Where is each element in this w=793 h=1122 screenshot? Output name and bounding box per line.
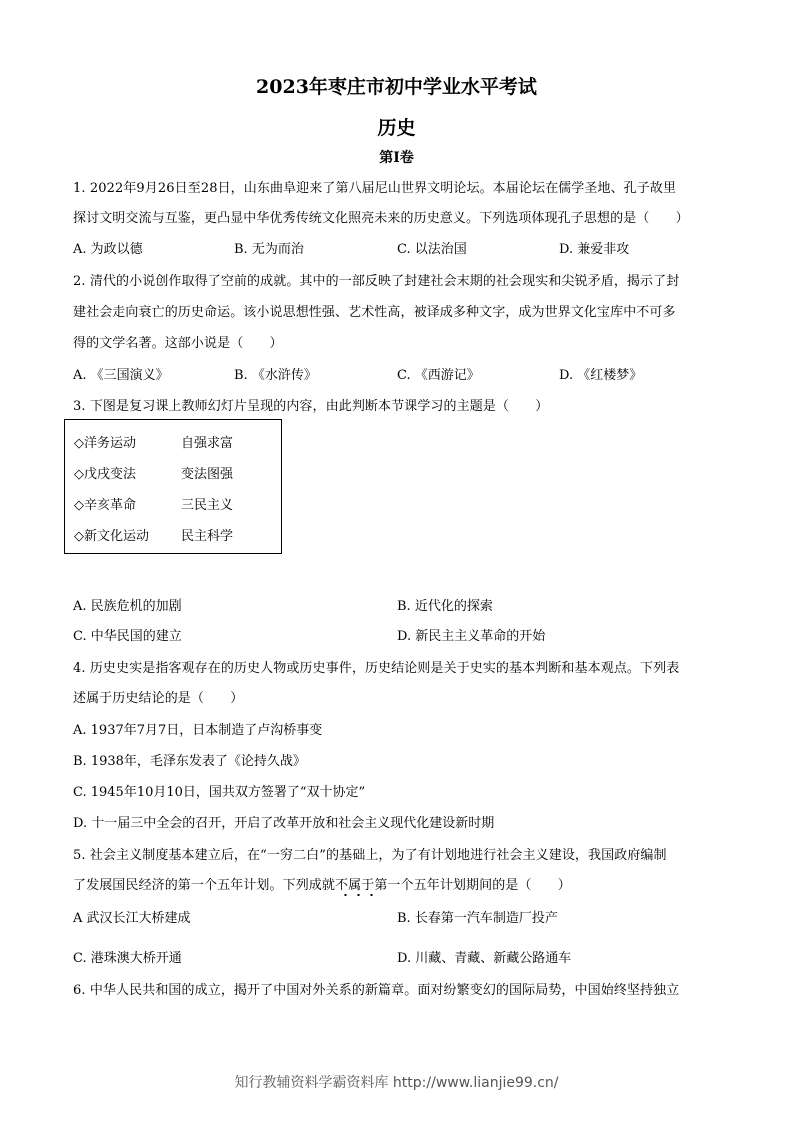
slide-slogan: 三民主义 bbox=[181, 498, 234, 513]
q3-option-b: B. 近代化的探索 bbox=[397, 599, 493, 614]
q5-line-2-post: 第一个五年计划期间的是（ ） bbox=[374, 878, 571, 893]
q1-option-a: A. 为政以德 bbox=[73, 242, 143, 257]
q1-option-d: D. 兼爱非攻 bbox=[559, 242, 630, 257]
q2-line-3: 得的文学名著。这部小说是（ ） bbox=[73, 336, 283, 351]
slide-row bbox=[74, 463, 233, 482]
q5-option-b: B. 长春第一汽车制造厂投产 bbox=[397, 911, 558, 926]
q3-option-a: A. 民族危机的加剧 bbox=[73, 599, 182, 614]
slide-event: ◇洋务运动 bbox=[74, 436, 136, 451]
exam-subject: 历史 bbox=[377, 117, 416, 139]
q5-emphasis-text: 不属于 bbox=[335, 878, 375, 893]
slide-row bbox=[74, 494, 233, 513]
q4-option-b: B. 1938年，毛泽东发表了《论持久战》 bbox=[73, 754, 306, 769]
slide-slogan: 民主科学 bbox=[181, 529, 234, 544]
q5-line-1: 5. 社会主义制度基本建立后，在“一穷二白”的基础上，为了有计划地进行社会主义建设，我国政府编制 bbox=[73, 848, 667, 863]
q1-line-1: 1. 2022年9月26日至28日，山东曲阜迎来了第八届尼山世界文明论坛。本届论坛在儒学圣地、孔子故里 bbox=[73, 181, 677, 196]
q4-option-c: C. 1945年10月10日，国共双方签署了“双十协定” bbox=[73, 785, 366, 800]
q3-option-d: D. 新民主主义革命的开始 bbox=[397, 629, 546, 644]
q2-line-1: 2. 清代的小说创作取得了空前的成就。其中的一部反映了封建社会末期的社会现实和尖锐矛盾，揭示了封 bbox=[73, 274, 680, 289]
slide-event: ◇戊戌变法 bbox=[74, 467, 136, 482]
q6-line-1: 6. 中华人民共和国的成立，揭开了中国对外关系的新篇章。面对纷繁变幻的国际局势，中国始终坚持独立 bbox=[73, 983, 680, 998]
q1-option-b: B. 无为而治 bbox=[234, 242, 304, 257]
q2-option-d: D. 《红楼梦》 bbox=[559, 368, 643, 383]
q4-line-1: 4. 历史史实是指客观存在的历史人物或历史事件，历史结论则是关于史实的基本判断和基本观点。下列表 bbox=[73, 661, 680, 676]
slide-slogan: 自强求富 bbox=[181, 436, 234, 451]
q5-option-c: C. 港珠澳大桥开通 bbox=[73, 951, 182, 966]
slide-row bbox=[74, 432, 233, 451]
emphasis-dots bbox=[335, 893, 374, 897]
q2-option-c: C. 《西游记》 bbox=[397, 368, 480, 383]
slide-row bbox=[74, 525, 233, 544]
q3-option-c: C. 中华民国的建立 bbox=[73, 629, 182, 644]
q1-line-2: 探讨文明交流与互鉴，更凸显中华优秀传统文化照亮未来的历史意义。下列选项体现孔子思想的是（ ） bbox=[73, 211, 689, 226]
q4-line-2: 述属于历史结论的是（ ） bbox=[73, 691, 244, 706]
q2-option-b: B. 《水浒传》 bbox=[234, 368, 317, 383]
q1-option-c: C. 以法治国 bbox=[397, 242, 467, 257]
slide-event: ◇新文化运动 bbox=[74, 529, 149, 544]
slide-event: ◇辛亥革命 bbox=[74, 498, 136, 513]
slide-box bbox=[64, 419, 282, 554]
footer-watermark: 知行教辅资料学霸资料库 http://www.lianjie99.cn/ bbox=[234, 1075, 559, 1091]
slide-slogan: 变法图强 bbox=[181, 467, 234, 482]
q3-line-1: 3. 下图是复习课上教师幻灯片呈现的内容，由此判断本节课学习的主题是（ ） bbox=[73, 399, 549, 414]
q5-line-2-pre: 了发展国民经济的第一个五年计划。下列成就 bbox=[73, 878, 336, 893]
q2-option-a: A. 《三国演义》 bbox=[73, 368, 169, 383]
q5-option-a: A 武汉长江大桥建成 bbox=[73, 911, 191, 926]
exam-title: 2023年枣庄市初中学业水平考试 bbox=[256, 76, 537, 98]
exam-part: 第Ⅰ卷 bbox=[379, 150, 414, 166]
q5-line-2 bbox=[73, 874, 571, 893]
q5-option-d: D. 川藏、青藏、新藏公路通车 bbox=[397, 951, 572, 966]
q4-option-a: A. 1937年7月7日，日本制造了卢沟桥事变 bbox=[73, 723, 323, 738]
q2-line-2: 建社会走向衰亡的历史命运。该小说思想性强、艺术性高，被译成多种文字，成为世界文化宝库中不可多 bbox=[73, 305, 676, 320]
q4-option-d: D. 十一届三中全会的召开，开启了改革开放和社会主义现代化建设新时期 bbox=[73, 816, 495, 831]
q5-emphasis bbox=[335, 878, 374, 893]
